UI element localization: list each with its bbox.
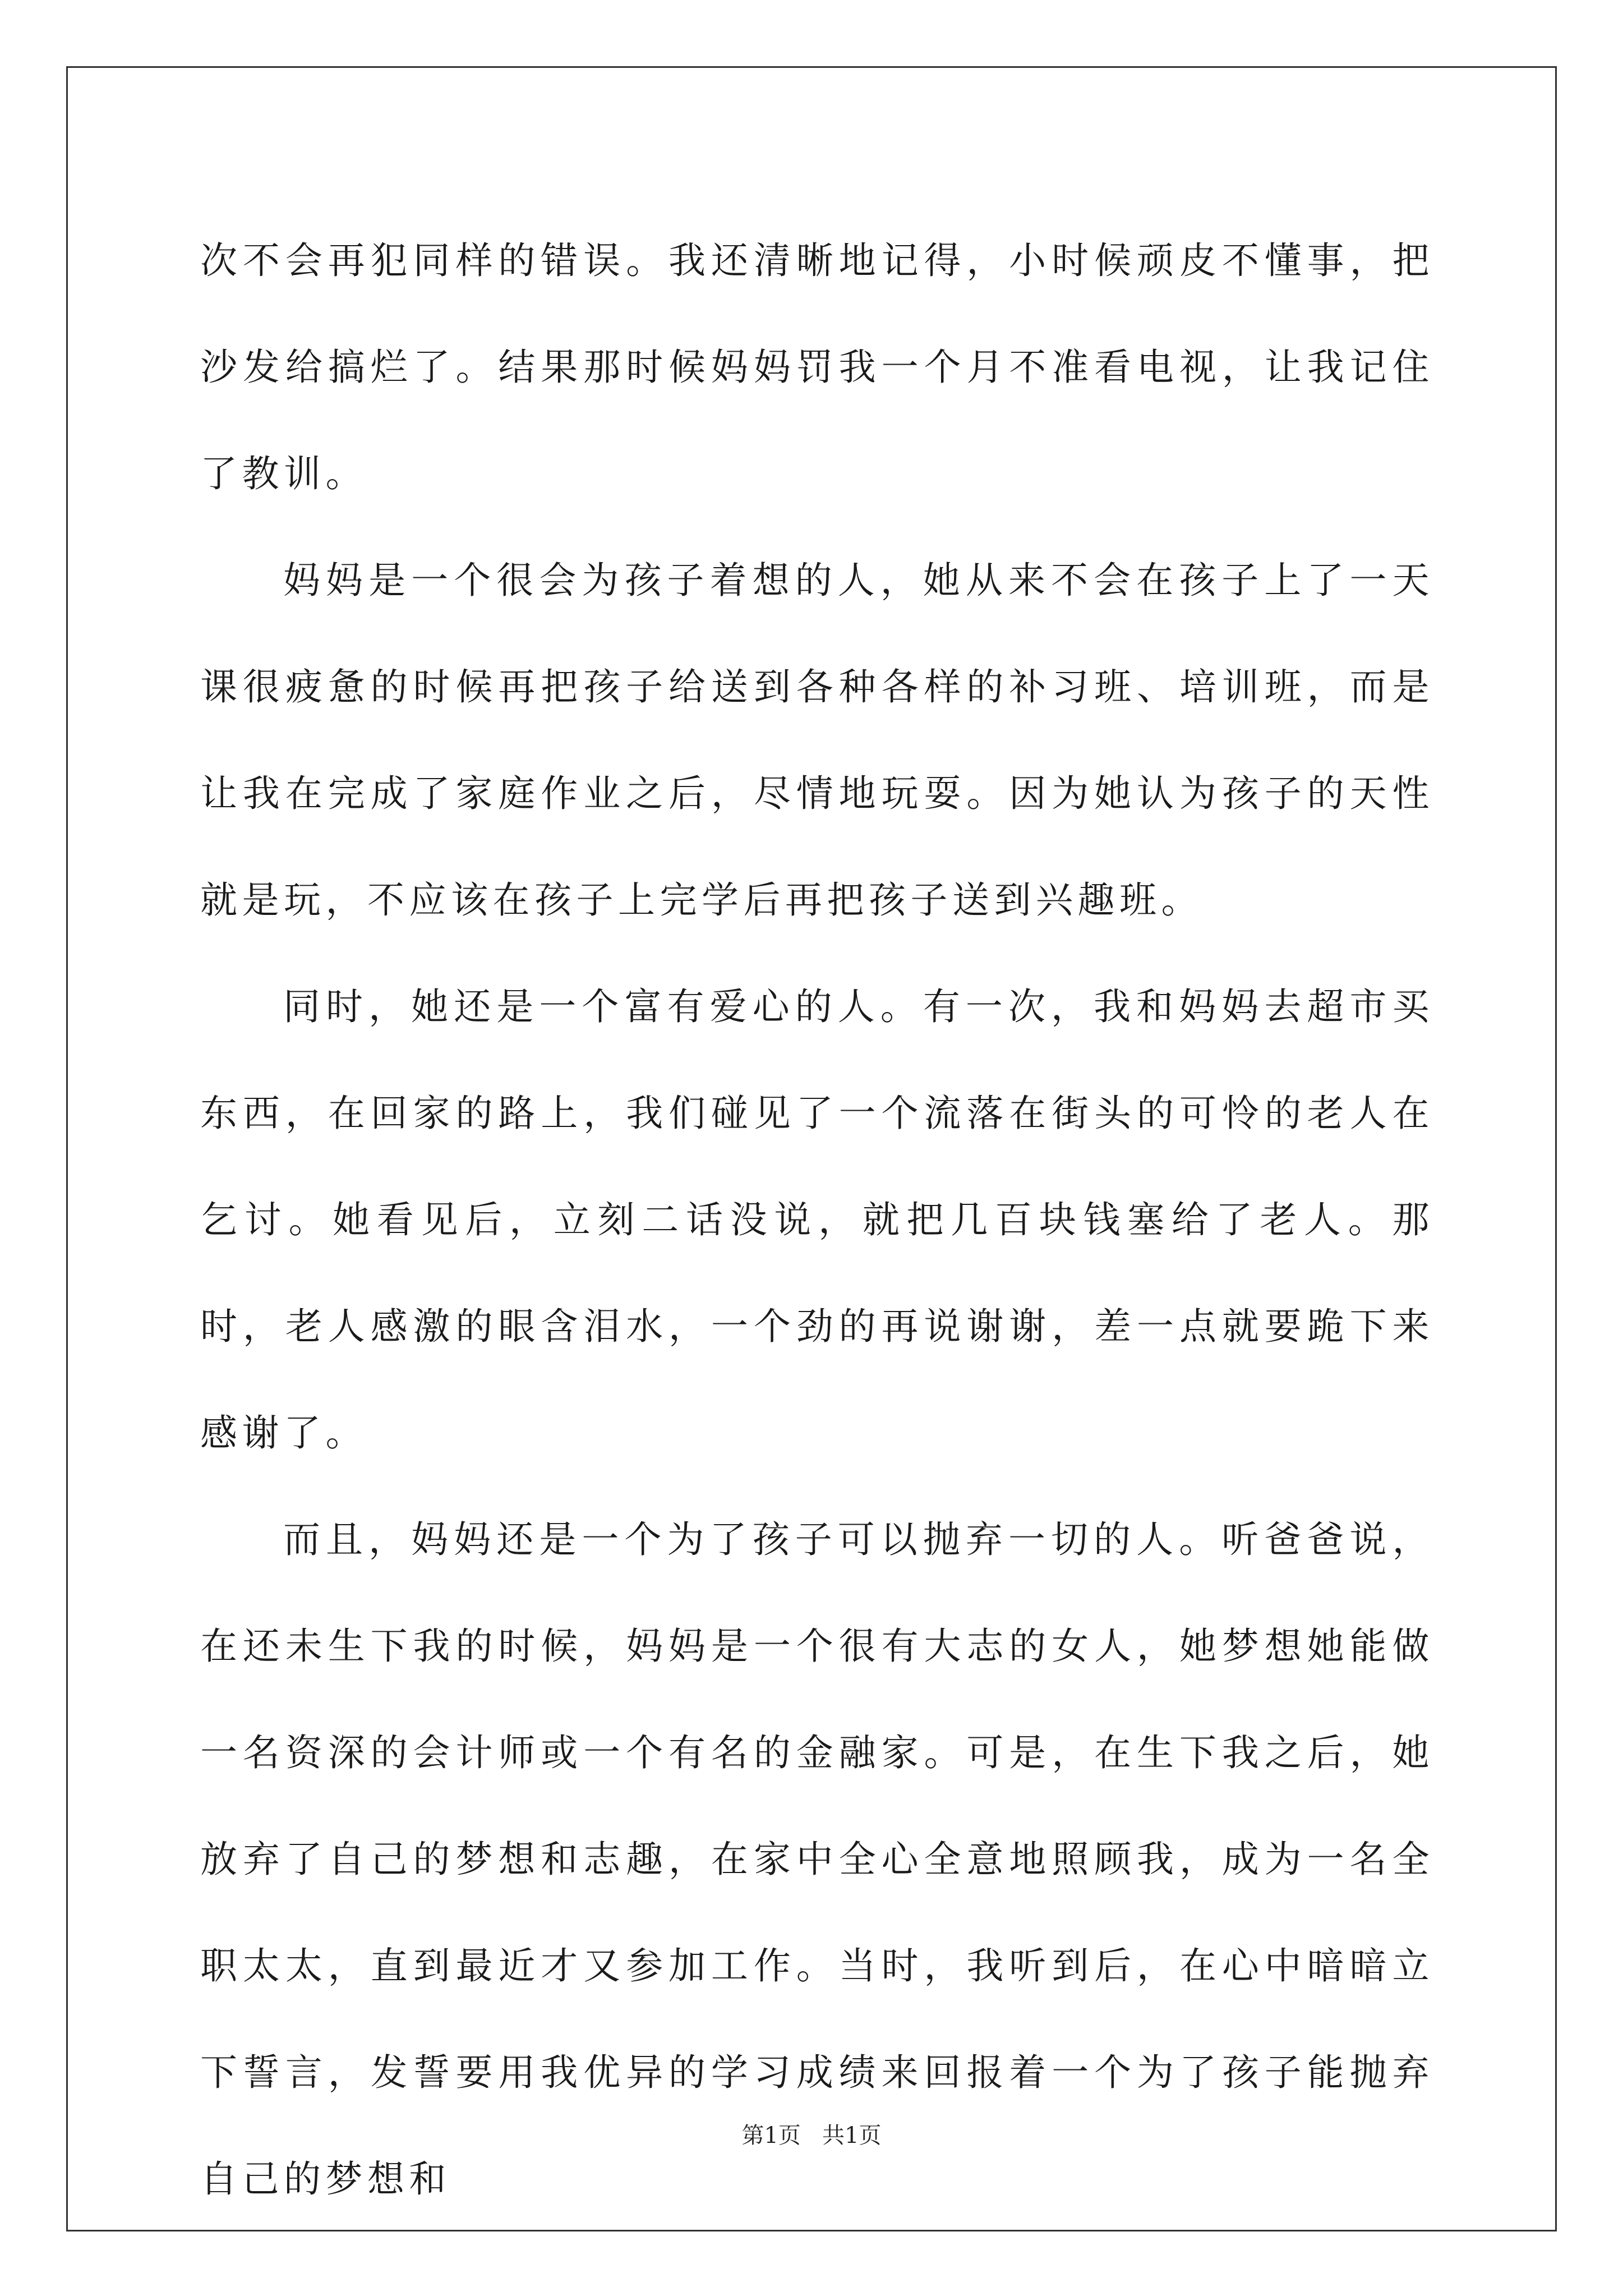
- page-footer: 第1页 共1页: [741, 2123, 882, 2148]
- paragraph-4: 而且，妈妈还是一个为了孩子可以抛弃一切的人。听爸爸说，在还未生下我的时候，妈妈是一个很有大志的女人，她梦想她能做一名资深的会计师或一个有名的金融家。可是，在生下我之后，她放弃了自己的梦想和志趣，在家中全心全意地照顾我，成为一名全职太太，直到最近才又参加工作。当时，我听到后，在心中暗暗立下誓言，发誓要用我优异的学习成绩来回报着一个为了孩子能抛弃自己的梦想和: [200, 1518, 1434, 2201]
- paragraph-2: 妈妈是一个很会为孩子着想的人，她从来不会在孩子上了一天课很疲惫的时候再把孩子给送到各种各样的补习班、培训班，而是让我在完成了家庭作业之后，尽情地玩耍。因为她认为孩子的天性就是玩，不应该在孩子上完学后再把孩子送到兴趣班。: [200, 559, 1434, 922]
- paragraph-1: 次不会再犯同样的错误。我还清晰地记得，小时候顽皮不懂事，把沙发给搞烂了。结果那时候妈妈罚我一个月不准看电视，让我记住了教训。: [200, 239, 1434, 495]
- paragraph-3: 同时，她还是一个富有爱心的人。有一次，我和妈妈去超市买东西，在回家的路上，我们碰见了一个流落在街头的可怜的老人在乞讨。她看见后，立刻二话没说，就把几百块钱塞给了老人。那时，老人感激的眼含泪水，一个劲的再说谢谢，差一点就要跪下来感谢了。: [200, 985, 1434, 1455]
- document-body: [200, 208, 1434, 2233]
